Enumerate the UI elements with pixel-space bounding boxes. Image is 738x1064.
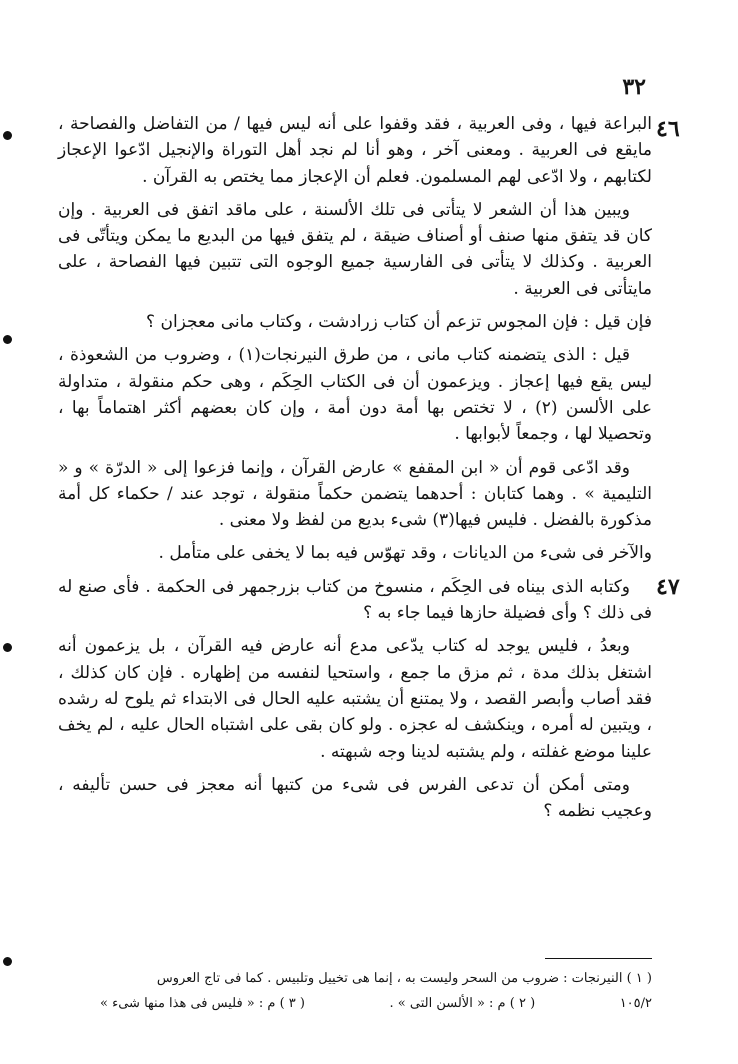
paragraph: فإن قيل : فإن المجوس تزعم أن كتاب زرادشت ، وكتاب مانى معجزان ؟ [146,312,652,333]
paragraph: وكتابه الذى بيناه فى الحِكَم ، منسوخ من كتاب بزرجمهر فى الحكمة . فأى صنع له فى ذلك ؟ وأى فضيلة حازها فيما جاء به ؟ [58,576,652,624]
footnote-3: ( ٣ ) م : « فليس فى هذا منها شىء » [100,996,305,1011]
footnotes [100,966,652,1016]
page-number: ٣٢ [622,74,646,100]
margin-section-number: ٤٧ [656,574,680,600]
scan-dot-mark [3,335,12,344]
scan-dot-mark [3,957,12,966]
paragraph: قيل : الذى يتضمنه كتاب مانى ، من طرق النيرنجات(١) ، وضروب من الشعوذة ، ليس يقع فيها إعجاز . ويزعمون أن فى الكتاب الحِكَم ، وهى حكم منقولة ، متداولة على الألسن (٢) ، لا تختص بها أمة دون أمة ، وإن كان بعضهم أكثر اهتماماً بها ، وتحصيلا لها ، وجمعاً لأبوابها . [58,345,653,445]
footnote-2: ( ٢ ) م : « الألسن التى » . [389,996,536,1011]
paragraph: ومتى أمكن أن تدعى الفرس فى شىء من كتبها أنه معجز فى حسن تأليفه ، وعجيب نظمه ؟ [58,774,652,822]
paragraph: البراعة فيها ، وفى العربية ، فقد وقفوا على أنه ليس فيها / من التفاضل والفصاحة ، مايقع فى العربية . ومعنى آخر ، وهو أنا لم نجد أهل التوراة والإنجيل ادّعوا الإعجاز لكتابهم ، ولا ادّعى لهم المسلمون. فعلم أن الإعجاز مما يختص به القرآن . [58,114,653,187]
scan-dot-mark [3,643,12,652]
footnote-1: ( ١ ) النيرنجات : ضروب من السحر وليست به ، إنما هى تخييل وتلبيس . كما فى تاج العروس [156,971,652,986]
footnote-line [100,991,652,1016]
footnote-1-reference: ١٠٥/٢ [619,996,652,1011]
paragraph: ويبين هذا أن الشعر لا يتأتى فى تلك الألسنة ، على ماقد اتفق فى العربية . وإن كان قد يتفق منها صنف أو أصناف ضيقة ، لم يتفق فيها من البديع ما يمكن ويتأتّى فى العربية . وكذلك لا يتأتى فى الفارسية جميع الوجوه التى تتبين فيها الفصاحة ، على مايتأتى فى العربية . [58,199,653,299]
margin-section-number: ٤٦ [656,116,680,142]
scan-dot-mark [3,131,12,140]
paragraph: والآخر فى شىء من الديانات ، وقد تهوّس فيه بما لا يخفى على متأمل . [158,543,652,564]
paragraph: وبعدُ ، فليس يوجد له كتاب يدّعى مدع أنه عارض فيه القرآن ، بل يزعمون أنه اشتغل بذلك مدة ، ثم مزق ما جمع ، واستحيا لنفسه من إظهاره . فإن كان كذلك ، فقد أصاب وأبصر القصد ، ولا يمتنع أن يشتبه عليه الحال فى الابتداء ثم يلوح له رشده ، ويتبين له أمره ، وينكشف له عجزه . ولو كان بقى على اشتباه الحال عليه ، لم يخف علينا موضع غفلته ، ولم يشتبه لدينا وجه شبهته . [58,636,653,762]
main-text [58,111,652,824]
footnote-divider [545,958,652,959]
paragraph: وقد ادّعى قوم أن « ابن المقفع » عارض القرآن ، وإنما فزعوا إلى « الدرّة » و « التليمية » . وهما كتابان : أحدهما يتضمن حكماً منقولة ، توجد عند / حكماء كل أمة مذكورة بالفضل . فليس فيها(٣) شىء بديع من لفظ ولا معنى . [58,457,652,531]
